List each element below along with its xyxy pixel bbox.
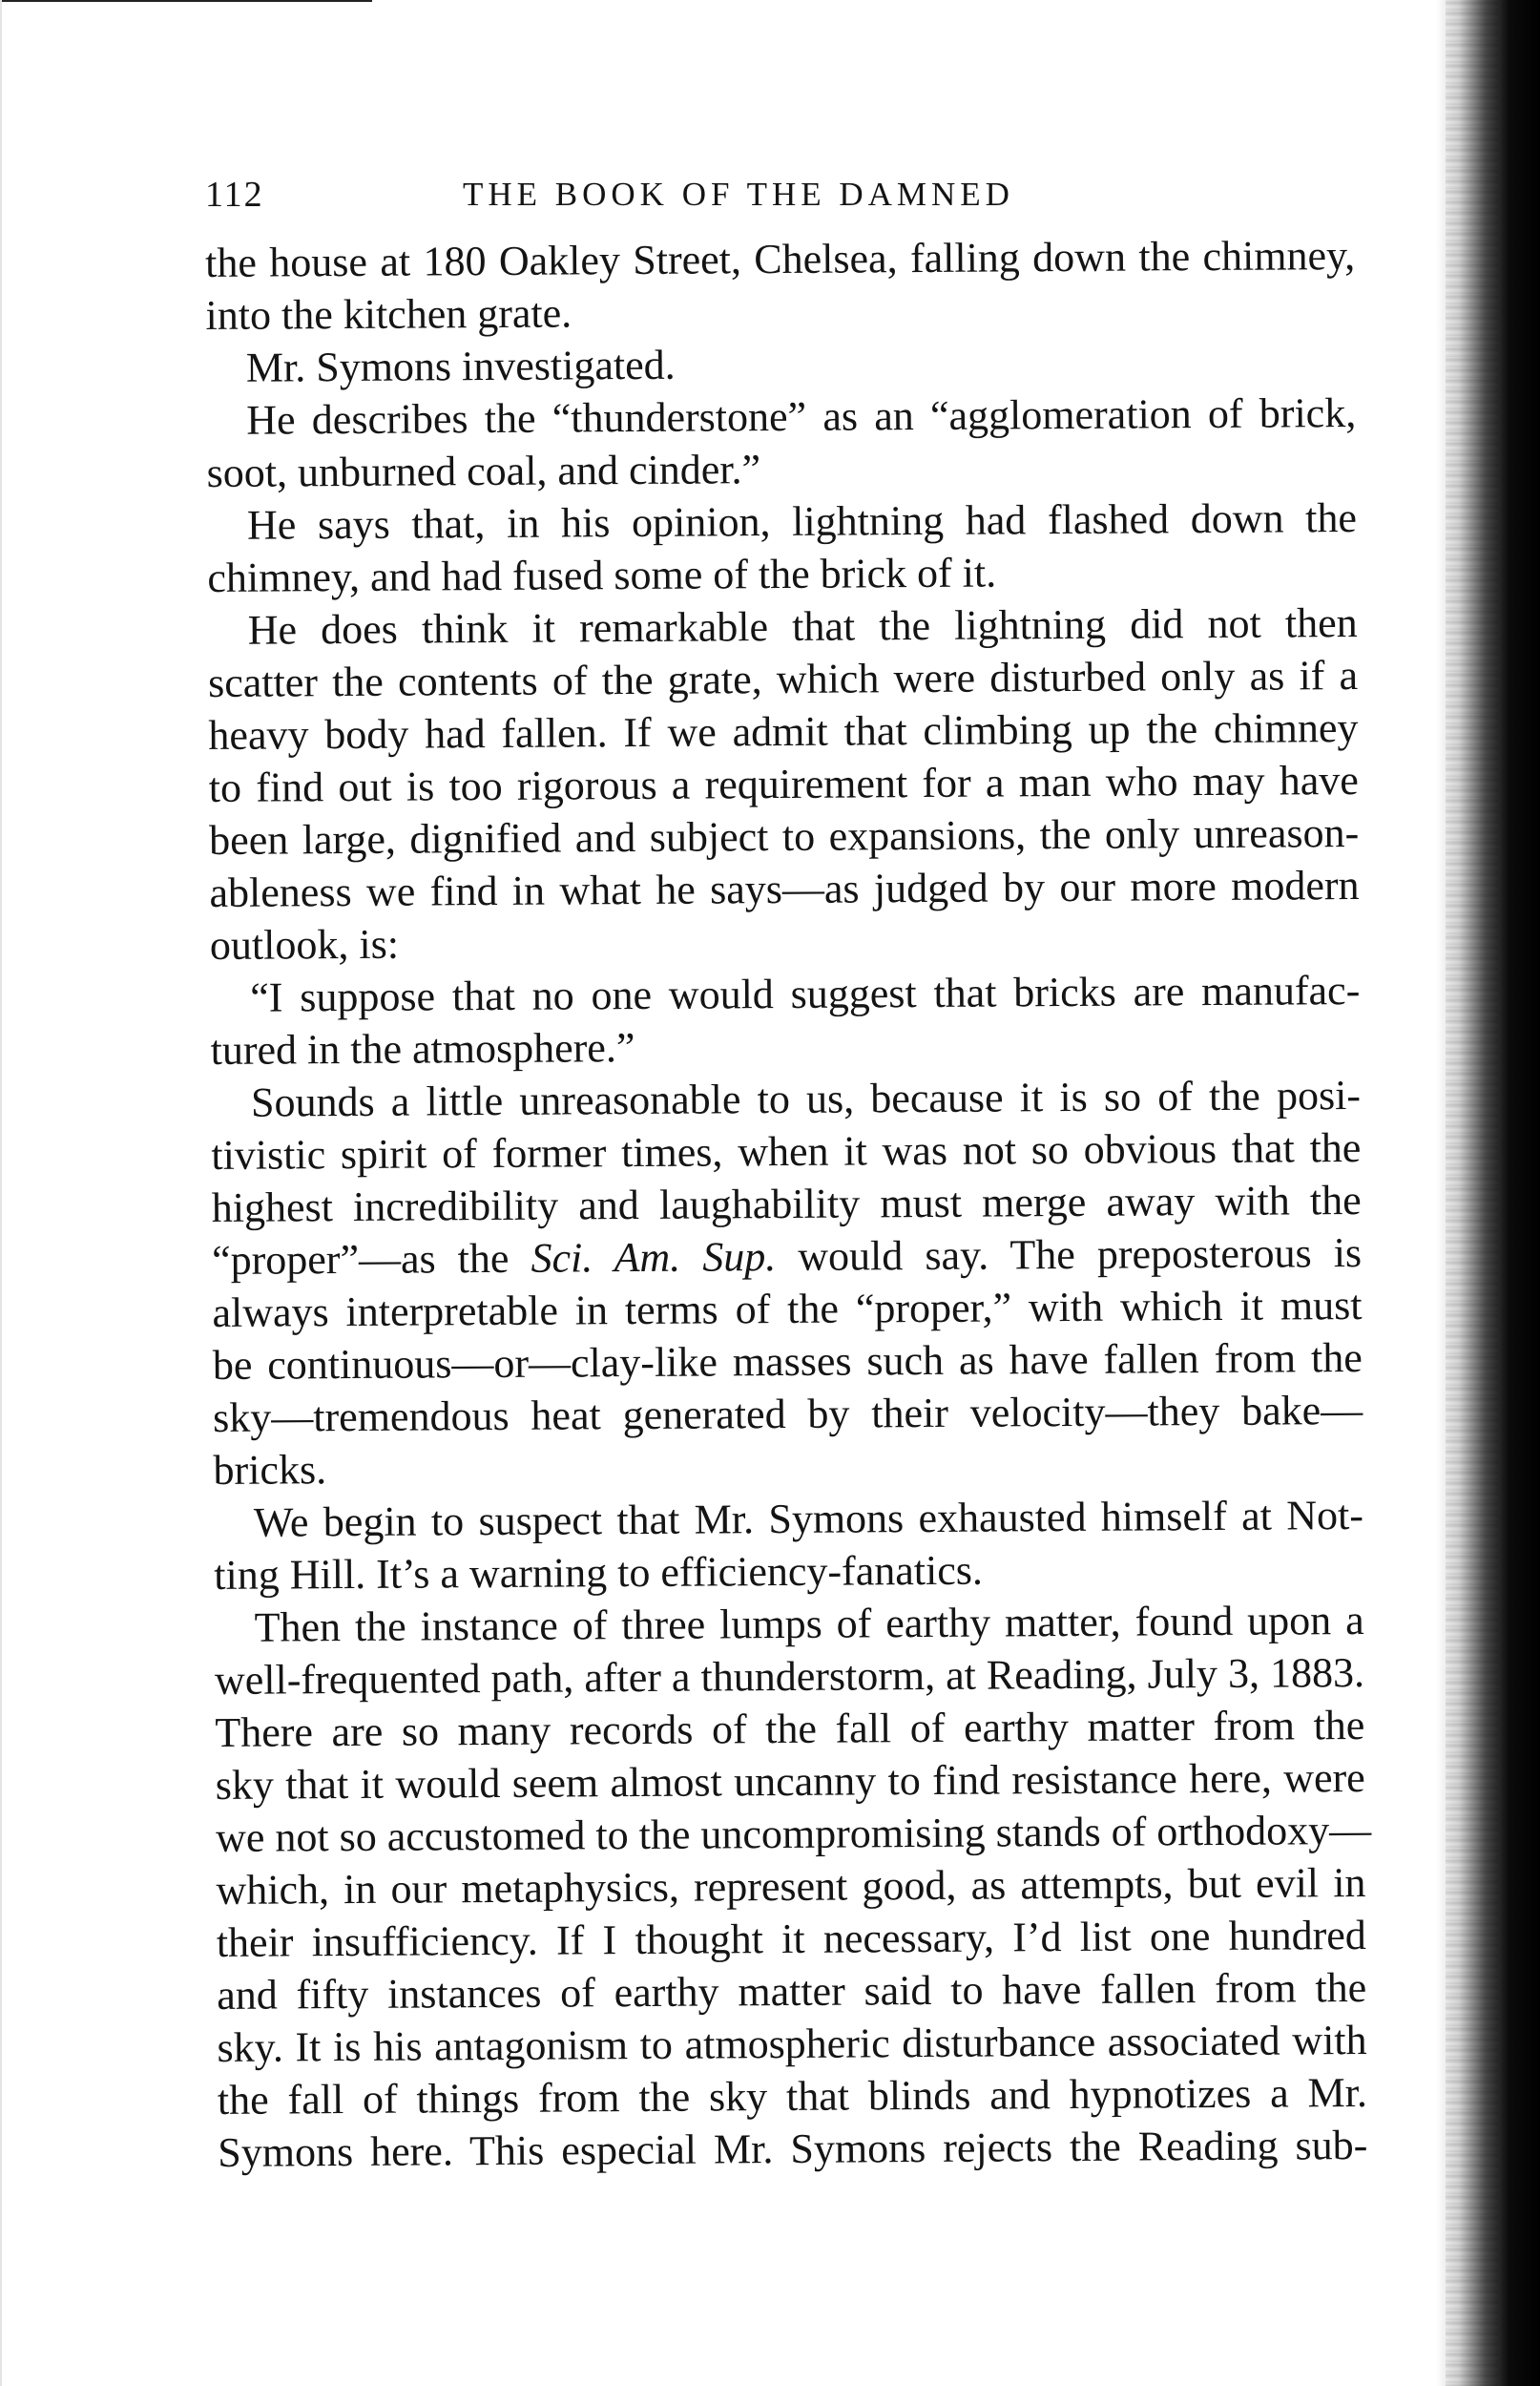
text-line: to find out is too rigorous a requirement for a man who may have: [208, 756, 1359, 811]
text-line: be continuous—or—clay-like masses such as have fallen from the: [212, 1333, 1363, 1389]
text-line: outlook, is:: [209, 920, 400, 969]
scan-edge-top: [0, 0, 372, 2]
text-line: bricks.: [213, 1446, 327, 1494]
text-line: Symons here. This especial Mr. Symons rejects the Reading sub-: [218, 2121, 1368, 2176]
text-line: He does think it remarkable that the lightning did not then: [247, 598, 1358, 654]
text-line: been large, dignified and subject to expansions, the only unreason-: [209, 808, 1360, 864]
text-line: ting Hill. It’s a warning to efficiency-fanatics.: [214, 1546, 984, 1599]
running-title: THE BOOK OF THE DAMNED: [463, 176, 1014, 213]
text-line: which, in our metaphysics, represent good, as attempts, but evil in: [216, 1858, 1366, 1914]
book-binding-texture: [1446, 0, 1498, 2386]
text-line: the fall of things from the sky that blinds and hypnotizes a Mr.: [217, 2068, 1368, 2124]
text-line: chimney, and had fused some of the brick of it.: [207, 549, 997, 601]
page-number: 112: [205, 175, 264, 215]
text-line: “I suppose that no one would suggest that bricks are manufac-: [250, 966, 1361, 1021]
text-line: tured in the atmosphere.”: [210, 1024, 635, 1074]
text-line: and fifty instances of earthy matter said to have fallen from the: [217, 1963, 1367, 2019]
text-line: always interpretable in terms of the “proper,” with which it must: [212, 1281, 1363, 1336]
text-line: sky that it would seem almost uncanny to find resistance here, were: [215, 1753, 1365, 1809]
text-line: heavy body had fallen. If we admit that climbing up the chimney: [208, 703, 1359, 759]
text-line: we not so accustomed to the uncompromising stands of orthodoxy—: [215, 1806, 1372, 1861]
text-line: sky—tremendous heat generated by their velocity—they bake—: [213, 1386, 1363, 1441]
text-line: their insufficiency. If I thought it necessary, I’d list one hundred: [216, 1911, 1366, 1966]
text-line: Sounds a little unreasonable to us, because it is so of the posi-: [250, 1071, 1362, 1126]
text-line: well-frequented path, after a thunderstorm, at Reading, July 3, 1883.: [214, 1648, 1365, 1704]
body-text: [205, 229, 1372, 2179]
running-head: [205, 170, 1093, 220]
text-line: sky. It is his antagonism to atmospheric disturbance associated with: [217, 2016, 1367, 2071]
text-fragment: “proper”—as the: [211, 1234, 510, 1284]
text-line: He describes the “thunderstone” as an “agglomeration of brick,: [246, 389, 1357, 444]
scan-edge-left: [0, 0, 2, 2386]
text-line: We begin to suspect that Mr. Symons exhausted himself at Not-: [253, 1491, 1364, 1546]
text-line: Mr. Symons investigated.: [245, 341, 676, 391]
text-line-with-italic: [212, 1226, 1362, 1287]
text-line: He says that, in his opinion, lightning had flashed down the: [246, 494, 1358, 549]
journal-title-italic: Sci. Am. Sup.: [531, 1233, 777, 1282]
text-line: the house at 180 Oakley Street, Chelsea, falling down the chimney,: [205, 232, 1356, 286]
text-line: into the kitchen grate.: [205, 289, 572, 339]
text-line: Then the instance of three lumps of earthy matter, found upon a: [254, 1596, 1364, 1651]
text-line: ableness we find in what he says—as judged by our more modern: [209, 861, 1360, 916]
text-line: soot, unburned coal, and cinder.”: [206, 446, 761, 496]
text-line: There are so many records of the fall of earthy matter from the: [215, 1701, 1365, 1756]
text-fragment: would say. The preposterous is: [798, 1228, 1363, 1280]
text-line: scatter the contents of the grate, which were disturbed only as if a: [207, 651, 1359, 706]
text-line: tivistic spirit of former times, when it was not so obvious that the: [211, 1123, 1362, 1179]
text-line: highest incredibility and laughability must merge away with the: [211, 1176, 1362, 1231]
